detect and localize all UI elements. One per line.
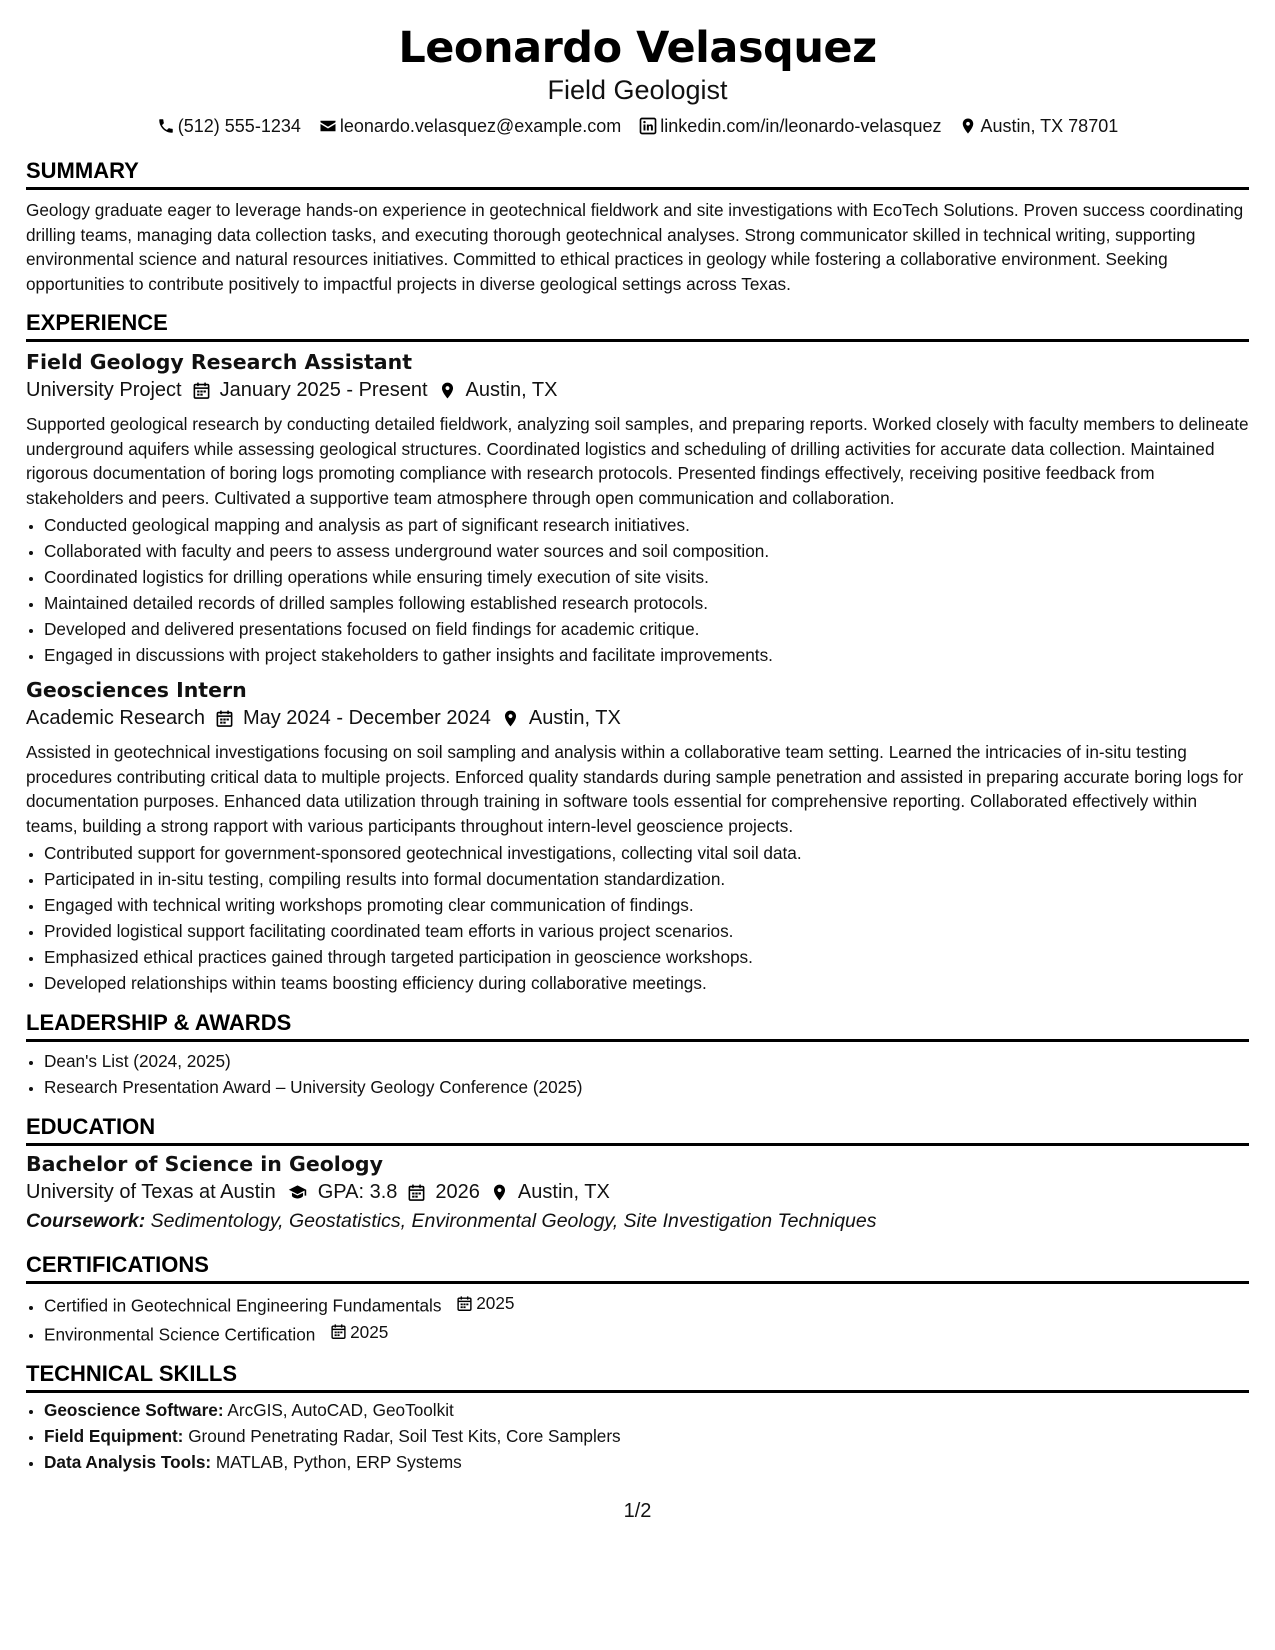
leadership-section (26, 1010, 1249, 1100)
list-item: • Engaged in discussions with project stakeholders to gather insights and facilitate improvements. (44, 642, 1249, 668)
awards-list (26, 1048, 1249, 1100)
section-heading-leadership: LEADERSHIP & AWARDS (26, 1010, 1249, 1042)
job-org: University Project (26, 379, 182, 401)
list-item (44, 1319, 1249, 1348)
contact-phone[interactable] (157, 114, 301, 138)
resume-header (26, 0, 1249, 138)
graduation-cap-icon (286, 1183, 309, 1202)
list-item (44, 1290, 1249, 1319)
job-entry (26, 676, 1249, 996)
list-item: • Developed and delivered presentations focused on field findings for academic critique. (44, 616, 1249, 642)
map-pin-icon (490, 1183, 509, 1202)
list-item: • Developed relationships within teams boosting efficiency during collaborative meetings. (44, 970, 1249, 996)
summary-text: Geology graduate eager to leverage hands-on experience in geotechnical fieldwork and site investigations with EcoTech Solutions. Proven success coordinating drilling teams, managing data collection tasks, and executing thorough geotechnical analyses. Strong communicator skilled in technical writing, supporting environmental science and natural resources initiatives. Committed to ethical practices in geology while fostering a collaborative environment. Seeking opportunities to contribute positively to impactful projects in diverse geological settings across Texas. (26, 200, 1244, 294)
map-pin-icon (438, 381, 457, 400)
graduation-year: 2026 (435, 1181, 480, 1203)
degree-title: Bachelor of Science in Geology (26, 1152, 383, 1176)
email-text: leonardo.velasquez@example.com (339, 116, 622, 136)
education-meta (26, 1178, 1249, 1206)
contact-location (959, 114, 1118, 138)
calendar-icon (456, 1295, 473, 1312)
section-heading-education: EDUCATION (26, 1114, 1249, 1146)
section-heading-skills: TECHNICAL SKILLS (26, 1361, 1249, 1393)
candidate-title: Field Geologist (547, 75, 728, 105)
phone-text: (512) 555-1234 (177, 116, 301, 136)
calendar-icon (407, 1183, 426, 1202)
skills-section (26, 1361, 1249, 1475)
certifications-list (26, 1290, 1249, 1347)
job-title: Field Geology Research Assistant (26, 350, 413, 374)
list-item: • Engaged with technical writing workshops promoting clear communication of findings. (44, 892, 1249, 918)
school-name: University of Texas at Austin (26, 1181, 276, 1203)
experience-section (26, 310, 1249, 996)
page-number: 1/2 (623, 1500, 652, 1522)
candidate-name: Leonardo Velasquez (398, 23, 877, 73)
list-item: • Coordinated logistics for drilling operations while ensuring timely execution of site visits. (44, 564, 1249, 590)
certification-name: Certified in Geotechnical Engineering Fundamentals (44, 1295, 442, 1316)
skill-value: Ground Penetrating Radar, Soil Test Kits, Core Samplers (188, 1426, 621, 1446)
coursework (26, 1206, 1249, 1236)
envelope-icon (319, 117, 337, 135)
job-bullets (26, 512, 1249, 668)
job-org: Academic Research (26, 707, 205, 729)
summary-section (26, 158, 1249, 296)
list-item: • Conducted geological mapping and analysis as part of significant research initiatives. (44, 512, 1249, 538)
contact-email[interactable] (319, 114, 621, 138)
coursework-text: Sedimentology, Geostatistics, Environmental Geology, Site Investigation Techniques (150, 1210, 877, 1232)
skill-label: Field Equipment: (44, 1426, 184, 1446)
school-location: Austin, TX (517, 1181, 610, 1203)
education-section (26, 1114, 1249, 1236)
job-title: Geosciences Intern (26, 678, 247, 702)
list-item (44, 1397, 1249, 1423)
coursework-label: Coursework: (26, 1210, 146, 1232)
list-item: • Contributed support for government-sponsored geotechnical investigations, collecting vital soil data. (44, 840, 1249, 866)
section-heading-experience: EXPERIENCE (26, 310, 1249, 342)
calendar-icon (330, 1323, 347, 1340)
skill-value: MATLAB, Python, ERP Systems (215, 1452, 462, 1472)
contact-linkedin[interactable] (639, 114, 941, 138)
section-heading-summary: SUMMARY (26, 158, 1249, 190)
skills-list (26, 1397, 1249, 1475)
calendar-icon (192, 381, 211, 400)
job-description: Assisted in geotechnical investigations focusing on soil sampling and analysis within a collaborative team setting. Learned the intricacies of in-situ testing procedures contributing critical data to multiple projects. Enforced quality standards during sample penetration and assisted in preparing accurate boring logs for documentation purposes. Enhanced data utilization through training in software tools essential for comprehensive reporting. Collaborated effectively within teams, building a strong rapport with various participants throughout intern-level geoscience projects. (26, 742, 1244, 836)
job-dates: May 2024 - December 2024 (242, 707, 491, 729)
phone-icon (157, 117, 175, 135)
gpa-text: GPA: 3.8 (317, 1181, 398, 1203)
certification-year: 2025 (350, 1321, 389, 1342)
list-item: • Dean's List (2024, 2025) (44, 1048, 1249, 1074)
job-description: Supported geological research by conducting detailed fieldwork, analyzing soil samples, and preparing reports. Worked closely with faculty members to delineate underground aquifers while assessing geological structures. Coordinated logistics and scheduling of drilling activities for accurate data collection. Maintained rigorous documentation of boring logs promoting compliance with research protocols. Presented findings effectively, receiving positive feedback from stakeholders and peers. Cultivated a supportive team atmosphere through open communication and collaboration. (26, 414, 1249, 508)
list-item: • Maintained detailed records of drilled samples following established research protocols. (44, 590, 1249, 616)
job-location: Austin, TX (528, 707, 621, 729)
section-heading-certifications: CERTIFICATIONS (26, 1252, 1249, 1284)
location-text: Austin, TX 78701 (980, 116, 1119, 136)
list-item (44, 1449, 1249, 1475)
calendar-icon (215, 709, 234, 728)
linkedin-icon (639, 117, 657, 135)
certification-year: 2025 (476, 1293, 515, 1313)
skill-label: Geoscience Software: (44, 1400, 224, 1420)
contact-bar (26, 114, 1249, 138)
certification-name: Environmental Science Certification (44, 1324, 316, 1344)
list-item: • Research Presentation Award – University Geology Conference (2025) (44, 1074, 1249, 1100)
job-entry (26, 348, 1249, 668)
job-bullets (26, 840, 1249, 996)
certifications-section (26, 1252, 1249, 1347)
skill-value: ArcGIS, AutoCAD, GeoToolkit (227, 1400, 454, 1420)
list-item: • Participated in in-situ testing, compiling results into formal documentation standardization. (44, 866, 1249, 892)
list-item (44, 1423, 1249, 1449)
job-dates: January 2025 - Present (219, 379, 428, 401)
list-item: • Emphasized ethical practices gained through targeted participation in geoscience workshops. (44, 944, 1249, 970)
skill-label: Data Analysis Tools: (44, 1452, 212, 1472)
job-meta (26, 376, 1249, 404)
job-meta (26, 704, 1249, 732)
map-pin-icon (501, 709, 520, 728)
map-pin-icon (959, 117, 977, 135)
list-item: • Provided logistical support facilitating coordinated team efforts in various project scenarios. (44, 918, 1249, 944)
list-item: • Collaborated with faculty and peers to assess underground water sources and soil composition. (44, 538, 1249, 564)
linkedin-text: linkedin.com/in/leonardo-velasquez (660, 116, 942, 136)
job-location: Austin, TX (465, 379, 558, 401)
